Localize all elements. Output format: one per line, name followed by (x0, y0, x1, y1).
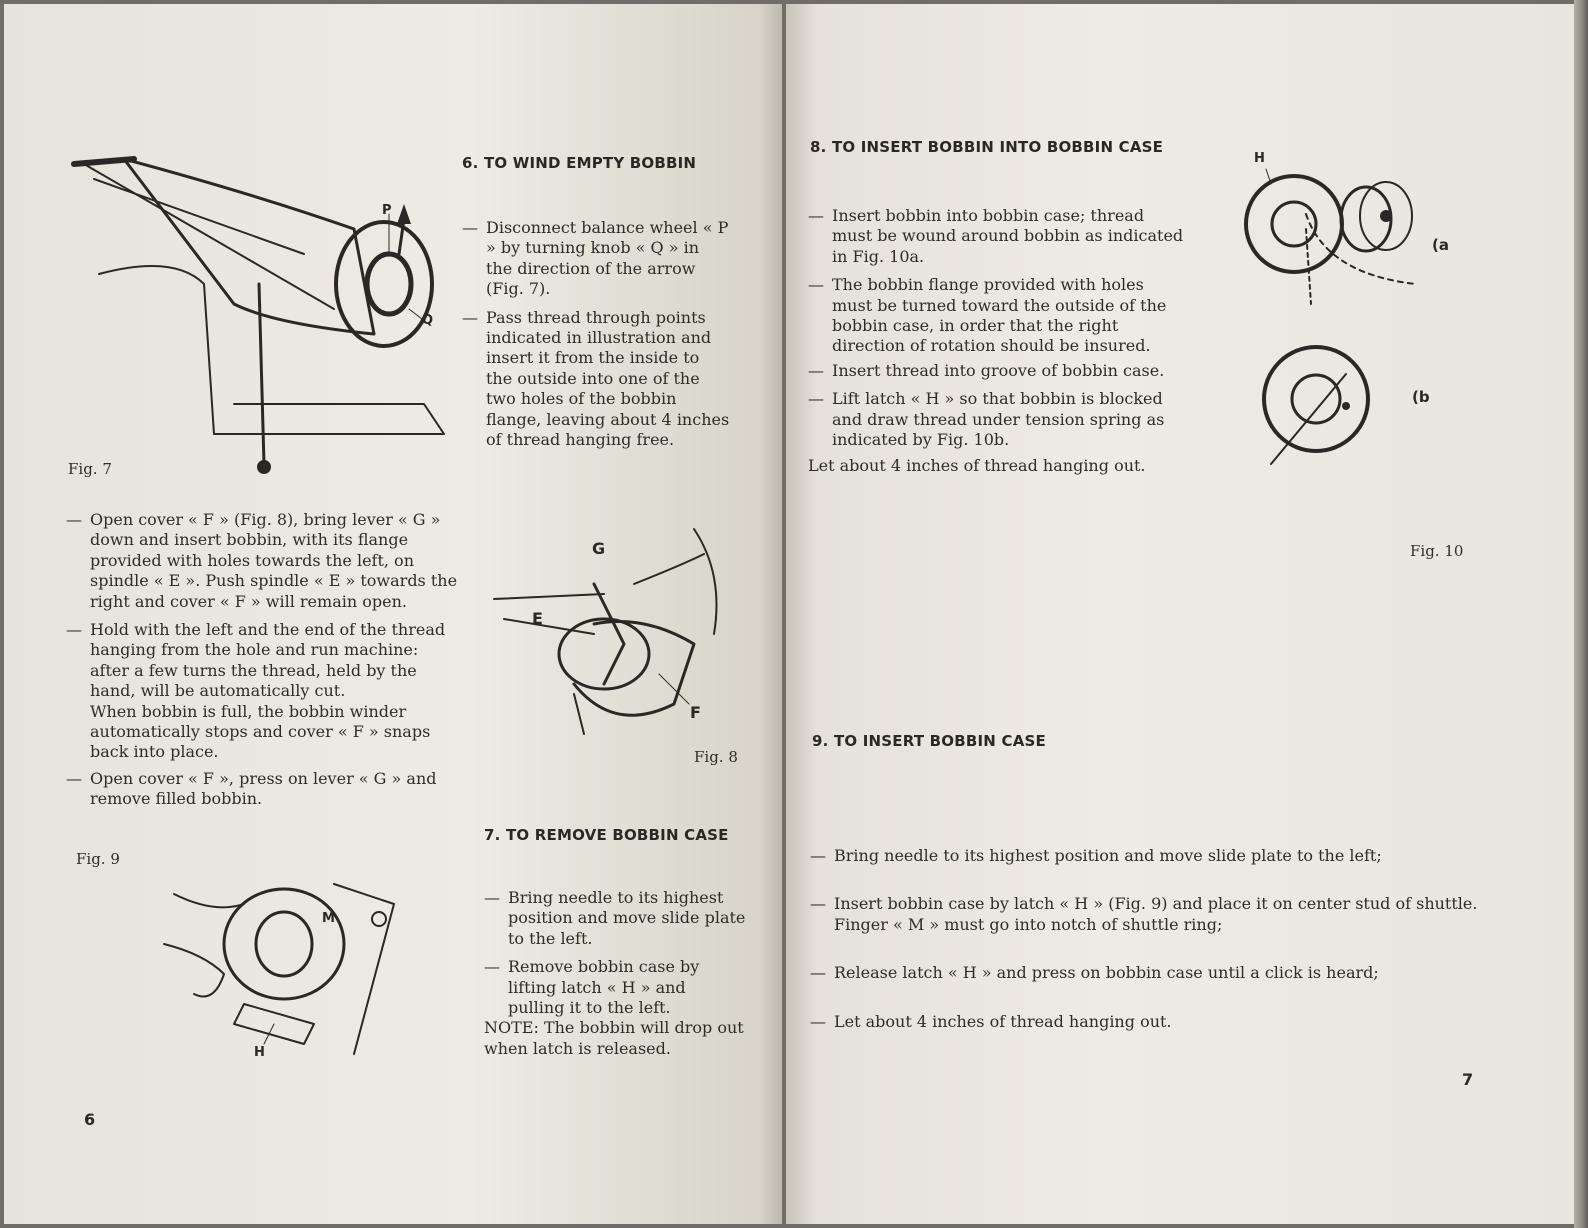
list-item (484, 888, 746, 949)
winding-instructions-column (66, 510, 458, 818)
list-item-text: Hold with the left and the end of the thread hanging from the hole and run machine: after a few turns the thread, held by the hand, will be automatically cut. (90, 620, 446, 701)
section8-body (808, 206, 1188, 477)
list-item-text: Bring needle to its highest position and move slide plate to the left; (834, 846, 1382, 865)
list-item (462, 308, 730, 451)
list-item-text: Insert bobbin case by latch « H » (Fig. 9) and place it on center stud of shuttle. Finger « M » must go into notch of shuttle ring; (834, 894, 1478, 934)
list-item-text: Bring needle to its highest position and move slide plate to the left. (508, 888, 746, 948)
fig8-bobbin-winder-illustration (484, 524, 744, 744)
list-item (808, 389, 1188, 450)
fig8-label-g: G (592, 539, 606, 558)
dash-marker: — (484, 957, 500, 977)
dash-marker: — (810, 894, 826, 914)
list-item (462, 218, 730, 300)
list-item-text: Release latch « H » and press on bobbin case until a click is heard; (834, 963, 1379, 983)
list-item (810, 1012, 1490, 1032)
list-item (810, 894, 1490, 935)
list-item-text: Lift latch « H » so that bobbin is blocked and draw thread under tension spring as indicated by Fig. 10b. (832, 389, 1165, 450)
list-item (66, 769, 458, 810)
list-item (808, 206, 1188, 267)
fig10-bobbin-case-illustration (1236, 144, 1466, 484)
list-item-text: The bobbin flange provided with holes must be turned toward the outside of the bobbin case, in order that the right direction of rotation should be insured. (832, 275, 1167, 356)
section9-heading: 9. TO INSERT BOBBIN CASE (812, 732, 1046, 750)
list-item-text: Insert thread into groove of bobbin case. (832, 360, 1165, 380)
section8-heading: 8. TO INSERT BOBBIN INTO BOBBIN CASE (810, 138, 1164, 156)
fig8-label-f: F (690, 703, 701, 722)
fig10-label-h: H (1254, 151, 1265, 166)
list-item (808, 275, 1188, 357)
dash-marker: — (808, 360, 824, 380)
page-number-left: 6 (84, 1110, 96, 1129)
section6-body (462, 218, 730, 458)
list-item (810, 846, 1490, 866)
dash-marker: — (808, 275, 824, 295)
section7-note: NOTE: The bobbin will drop out when latch is released. (484, 1018, 744, 1058)
section9-body (810, 846, 1490, 1040)
list-item-text: Insert bobbin into bobbin case; thread must be wound around bobbin as indicated in Fig. 10a. (832, 206, 1184, 266)
section7-heading: 7. TO REMOVE BOBBIN CASE (484, 826, 729, 844)
fig8-caption: Fig. 8 (694, 748, 738, 766)
fig10-label-b: (b (1412, 388, 1430, 406)
dash-marker: — (484, 888, 500, 907)
fig10-caption: Fig. 10 (1410, 542, 1464, 560)
list-item-text: Open cover « F », press on lever « G » and remove filled bobbin. (90, 768, 437, 809)
list-item-text: Disconnect balance wheel « P » by turning knob « Q » in the direction of the arrow (Fig. 7). (486, 218, 729, 299)
list-item-text: Remove bobbin case by lifting latch « H » and pulling it to the left. (508, 957, 700, 1018)
list-item-text: Pass thread through points indicated in illustration and insert it from the inside to the outside into one of the two holes of the bobbin flange, leaving about 4 inches of thread hanging free. (486, 307, 730, 450)
fig9-label-h: H (254, 1045, 265, 1060)
left-page (4, 4, 782, 1224)
bobbin-full-paragraph: When bobbin is full, the bobbin winder automatically stops and cover « F » snaps back into place. (90, 701, 431, 762)
fig9-label-m: M (322, 911, 335, 926)
list-item-text: Let about 4 inches of thread hanging out. (834, 1011, 1172, 1031)
dash-marker: — (810, 846, 826, 865)
dash-marker: — (462, 218, 478, 237)
section8-footer: Let about 4 inches of thread hanging out. (808, 456, 1146, 476)
dash-marker: — (462, 307, 478, 327)
dash-marker: — (810, 1011, 826, 1031)
fig7-label-p: P (382, 203, 392, 218)
list-item (810, 963, 1490, 983)
right-page (786, 4, 1576, 1224)
book-edge (1574, 0, 1588, 1228)
page-number-right: 7 (1462, 1070, 1474, 1089)
fig9-bobbin-case-illustration (154, 864, 414, 1064)
fig10-label-a: (a (1432, 236, 1449, 254)
fig9-caption: Fig. 9 (76, 850, 120, 868)
list-item (808, 361, 1188, 381)
dash-marker: — (66, 768, 82, 788)
section7-body (484, 888, 746, 1059)
list-item (66, 620, 458, 702)
dash-marker: — (808, 206, 824, 225)
fig7-balance-wheel-illustration (54, 134, 454, 484)
fig8-label-e: E (532, 609, 543, 628)
fig7-caption: Fig. 7 (68, 460, 112, 478)
dash-marker: — (66, 620, 82, 640)
list-item (66, 510, 458, 612)
dash-marker: — (808, 389, 824, 409)
dash-marker: — (66, 510, 82, 529)
fig7-label-q: Q (422, 313, 434, 328)
list-item-text: Open cover « F » (Fig. 8), bring lever « G » down and insert bobbin, with its flange provided with holes towards the left, on spindle « E ». Push spindle « E » towards the right and cover « F » will remain open. (90, 510, 458, 611)
section6-heading: 6. TO WIND EMPTY BOBBIN (462, 154, 697, 172)
dash-marker: — (810, 963, 826, 983)
list-item (484, 957, 746, 1018)
